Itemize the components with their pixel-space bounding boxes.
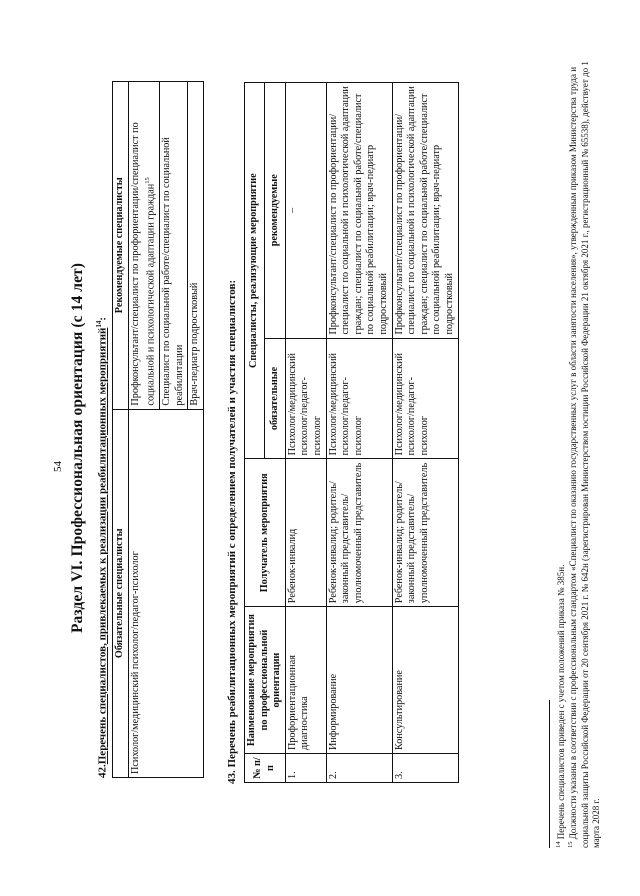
col-recommended-specialists: Рекомендуемые специалисты <box>113 82 129 410</box>
row-number: 1. <box>285 754 326 783</box>
table-row <box>326 83 392 783</box>
section-42-heading: 42.Перечень специалистов, привлекаемых к реализации реабилитационных мероприятий$^{14}$: <box>95 316 109 778</box>
recommended-specialists: Профконсультант/специалист по профориентации/специалист по социальной и психологической адаптации граждан; специалист по социальной работе/специалист по социальной реабилитации; врач-педиатр подростковый <box>326 83 392 339</box>
row-number: 2. <box>326 754 392 783</box>
col-specialists: Специалисты, реализующие мероприятие <box>245 83 265 459</box>
table-row <box>128 82 160 778</box>
table-row <box>285 83 326 783</box>
measure-name: Информирование <box>326 607 392 754</box>
mandatory-specialist-cell: Психолог/медицинский психолог/педагог-психолог <box>128 409 203 777</box>
col-mandatory-specialists: Обязательные специалисты <box>113 409 129 777</box>
section-42-number: 42. <box>96 764 109 778</box>
col-measure-name: Наименование мероприятия по профессиональной ориентации <box>245 607 286 754</box>
recipient: Ребенок-инвалид; родитель/законный представитель/уполномоченный представитель <box>326 459 392 607</box>
measure-name: Профориентационная диагностика <box>285 607 326 754</box>
section-title: Раздел VI. Профессиональная ориентация (с 14 лет) <box>69 262 86 634</box>
col-recipient: Получатель мероприятия <box>245 459 286 607</box>
footnote-ref-14: 14 <box>95 320 103 328</box>
table-header-row <box>245 83 265 783</box>
recommended-specialists: Профконсультант/специалист по профориентации/специалист по социальной и психологической адаптации граждан; специалист по социальной работе/специалист по социальной реабилитации; врач-педиатр подростковый <box>392 83 458 339</box>
recommended-specialist-cell: Профконсультант/специалист по профориентации/специалист по социальной и психологической адаптации граждан$^{15}$ <box>128 82 160 410</box>
mandatory-specialists: Психолог/медицинский психолог/педагог-психолог <box>285 338 326 459</box>
recommended-specialist-cell: Врач-педиатр подростковый <box>188 82 204 410</box>
mandatory-specialists: Психолог/медицинский психолог/педагог-психолог <box>326 338 392 459</box>
table-header-row <box>113 82 129 778</box>
section-42-heading-text: Перечень специалистов, привлекаемых к реализации реабилитационных мероприятий <box>96 327 109 765</box>
col-mandatory: обязательные <box>265 338 285 459</box>
footnote-ref-15: 15 <box>144 177 152 184</box>
row-number: 3. <box>392 754 458 783</box>
measures-table <box>244 82 459 783</box>
col-number: № п/п <box>245 754 286 783</box>
footnote-separator <box>549 700 550 848</box>
footnote-15: $^{15}$ Должности указаны в соответствии с профессиональным стандартом «Специалист по оказанию государственных услуг в области занятости населения», утвержденным приказом Министерства труда и социальной защиты Российской Федерации от 20 сентября 2021 г. № 642н (зарегистрирован Министерством юстиции Российской Федерации 21 октября 2021 г., регистрационный № 65538), действует до 1 марта 2028 г. <box>567 61 602 848</box>
measure-name: Консультирование <box>392 607 458 754</box>
specialists-table <box>112 81 204 778</box>
col-recommended: рекомендуемые <box>265 83 285 339</box>
mandatory-specialists: Психолог/медицинский психолог/педагог-психолог <box>392 338 458 459</box>
section-43-heading: 43. Перечень реабилитационных мероприятий с определением получателей и участия специалистов: <box>226 279 238 784</box>
table-row <box>392 83 458 783</box>
recipient: Ребенок-инвалид; родитель/законный представитель/уполномоченный представитель <box>392 459 458 607</box>
page-number: 54 <box>52 461 64 472</box>
recipient: Ребенок-инвалид <box>285 459 326 607</box>
recommended-specialist-cell: Специалист по социальной работе/специалист по социальной реабилитации <box>160 82 188 410</box>
recommended-specialists: – <box>285 83 326 339</box>
footnote-14: $^{14}$ Перечень специалистов приведен с учетом положений приказа № 385н. <box>555 564 566 848</box>
